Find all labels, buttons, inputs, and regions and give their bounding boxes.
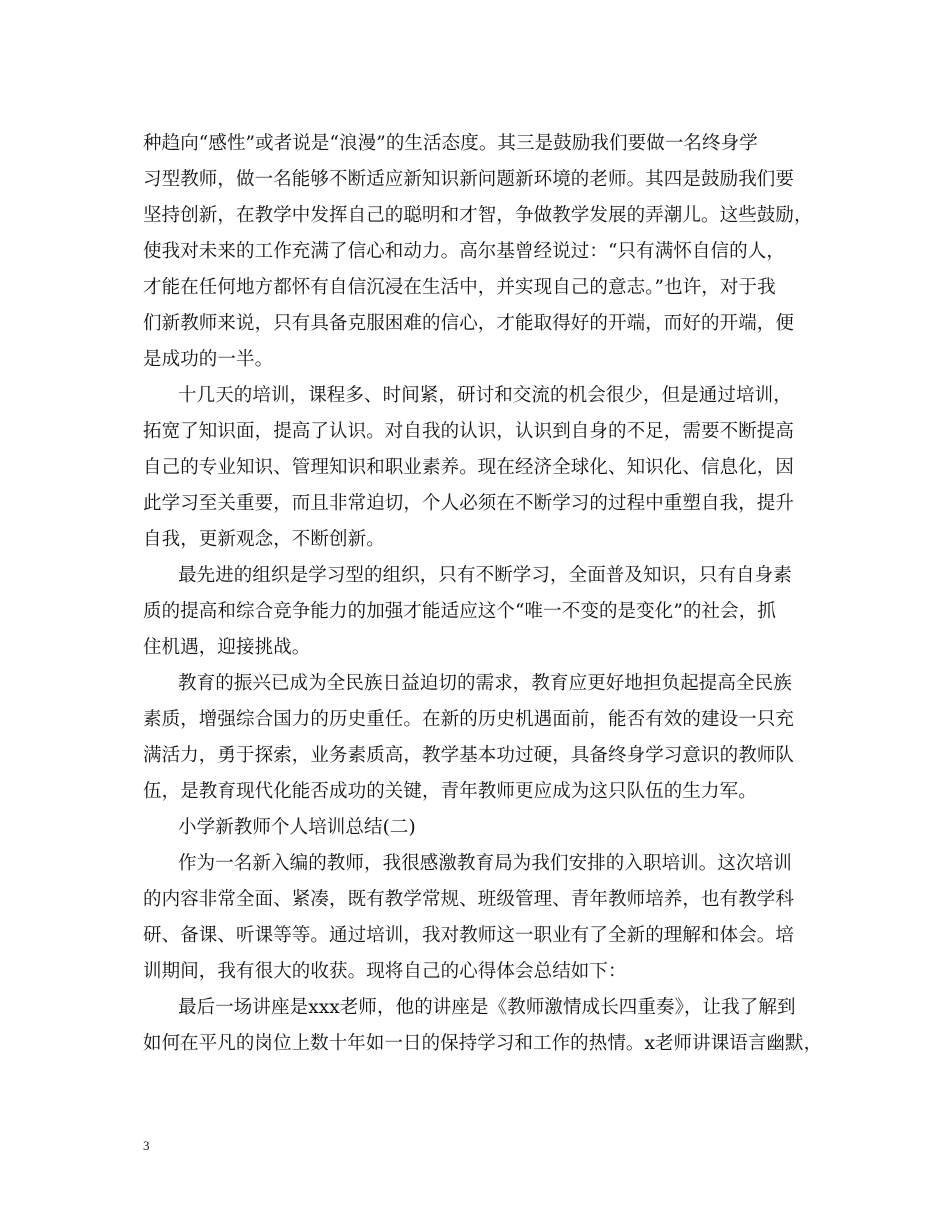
text-line: 种趋向“感性”或者说是“浪漫”的生活态度。其三是鼓励我们要做一名终身学 — [143, 133, 758, 154]
text-line: 使我对未来的工作充满了信心和动力。高尔基曾经说过：“只有满怀自信的人， — [143, 241, 785, 262]
text-line: 质的提高和综合竞争能力的加强才能适应这个“唯一不变的是变化”的社会，抓 — [143, 601, 776, 622]
section-heading: 小学新教师个人培训总结(二) — [178, 817, 416, 838]
text-line: 如何在平凡的岗位上数十年如一日的保持学习和工作的热情。x老师讲课语言幽默， — [143, 1033, 823, 1054]
text-line: 坚持创新，在教学中发挥自己的聪明和才智，争做教学发展的弄潮儿。这些鼓励， — [143, 205, 813, 226]
text-line: 才能在任何地方都怀有自信沉浸在生活中，并实现自己的意志。”也许，对于我 — [143, 277, 776, 298]
text-line: 素质，增强综合国力的历史重任。在新的历史机遇面前，能否有效的建设一只充 — [143, 709, 795, 730]
text-line: 拓宽了知识面，提高了认识。对自我的认识，认识到自身的不足，需要不断提高 — [143, 421, 795, 442]
text-line: 此学习至关重要，而且非常迫切，个人必须在不断学习的过程中重塑自我，提升 — [143, 493, 795, 514]
paragraph-start-line: 最先进的组织是学习型的组织，只有不断学习，全面普及知识，只有自身素 — [178, 565, 792, 586]
text-line: 训期间，我有很大的收获。现将自己的心得体会总结如下： — [143, 961, 627, 982]
text-line: 伍，是教育现代化能否成功的关键，青年教师更应成为这只队伍的生力军。 — [143, 781, 757, 802]
paragraph-start-line: 最后一场讲座是xxx老师，他的讲座是《教师激情成长四重奏》，让我了解到 — [178, 997, 796, 1018]
text-line: 自己的专业知识、管理知识和职业素养。现在经济全球化、知识化、信息化，因 — [143, 457, 795, 478]
paragraph-start-line: 十几天的培训，课程多、时间紧，研讨和交流的机会很少，但是通过培训， — [178, 385, 792, 406]
paragraph-start-line: 作为一名新入编的教师，我很感激教育局为我们安排的入职培训。这次培训 — [178, 853, 792, 874]
text-line: 住机遇，迎接挑战。 — [143, 637, 311, 658]
text-line: 习型教师，做一名能够不断适应新知识新问题新环境的老师。其四是鼓励我们要 — [143, 169, 795, 190]
text-line: 满活力，勇于探索，业务素质高，教学基本功过硬，具备终身学习意识的教师队 — [143, 745, 795, 766]
text-line: 的内容非常全面、紧凑，既有教学常规、班级管理、青年教师培养，也有教学科 — [143, 889, 795, 910]
paragraph-start-line: 教育的振兴已成为全民族日益迫切的需求，教育应更好地担负起提高全民族 — [178, 673, 792, 694]
text-line: 自我，更新观念，不断创新。 — [143, 529, 385, 550]
text-line: 是成功的一半。 — [143, 349, 274, 370]
text-line: 研、备课、听课等等。通过培训，我对教师这一职业有了全新的理解和体会。培 — [143, 925, 795, 946]
text-line: 们新教师来说，只有具备克服困难的信心，才能取得好的开端，而好的开端，便 — [143, 313, 795, 334]
page-number: 3 — [143, 1138, 150, 1153]
